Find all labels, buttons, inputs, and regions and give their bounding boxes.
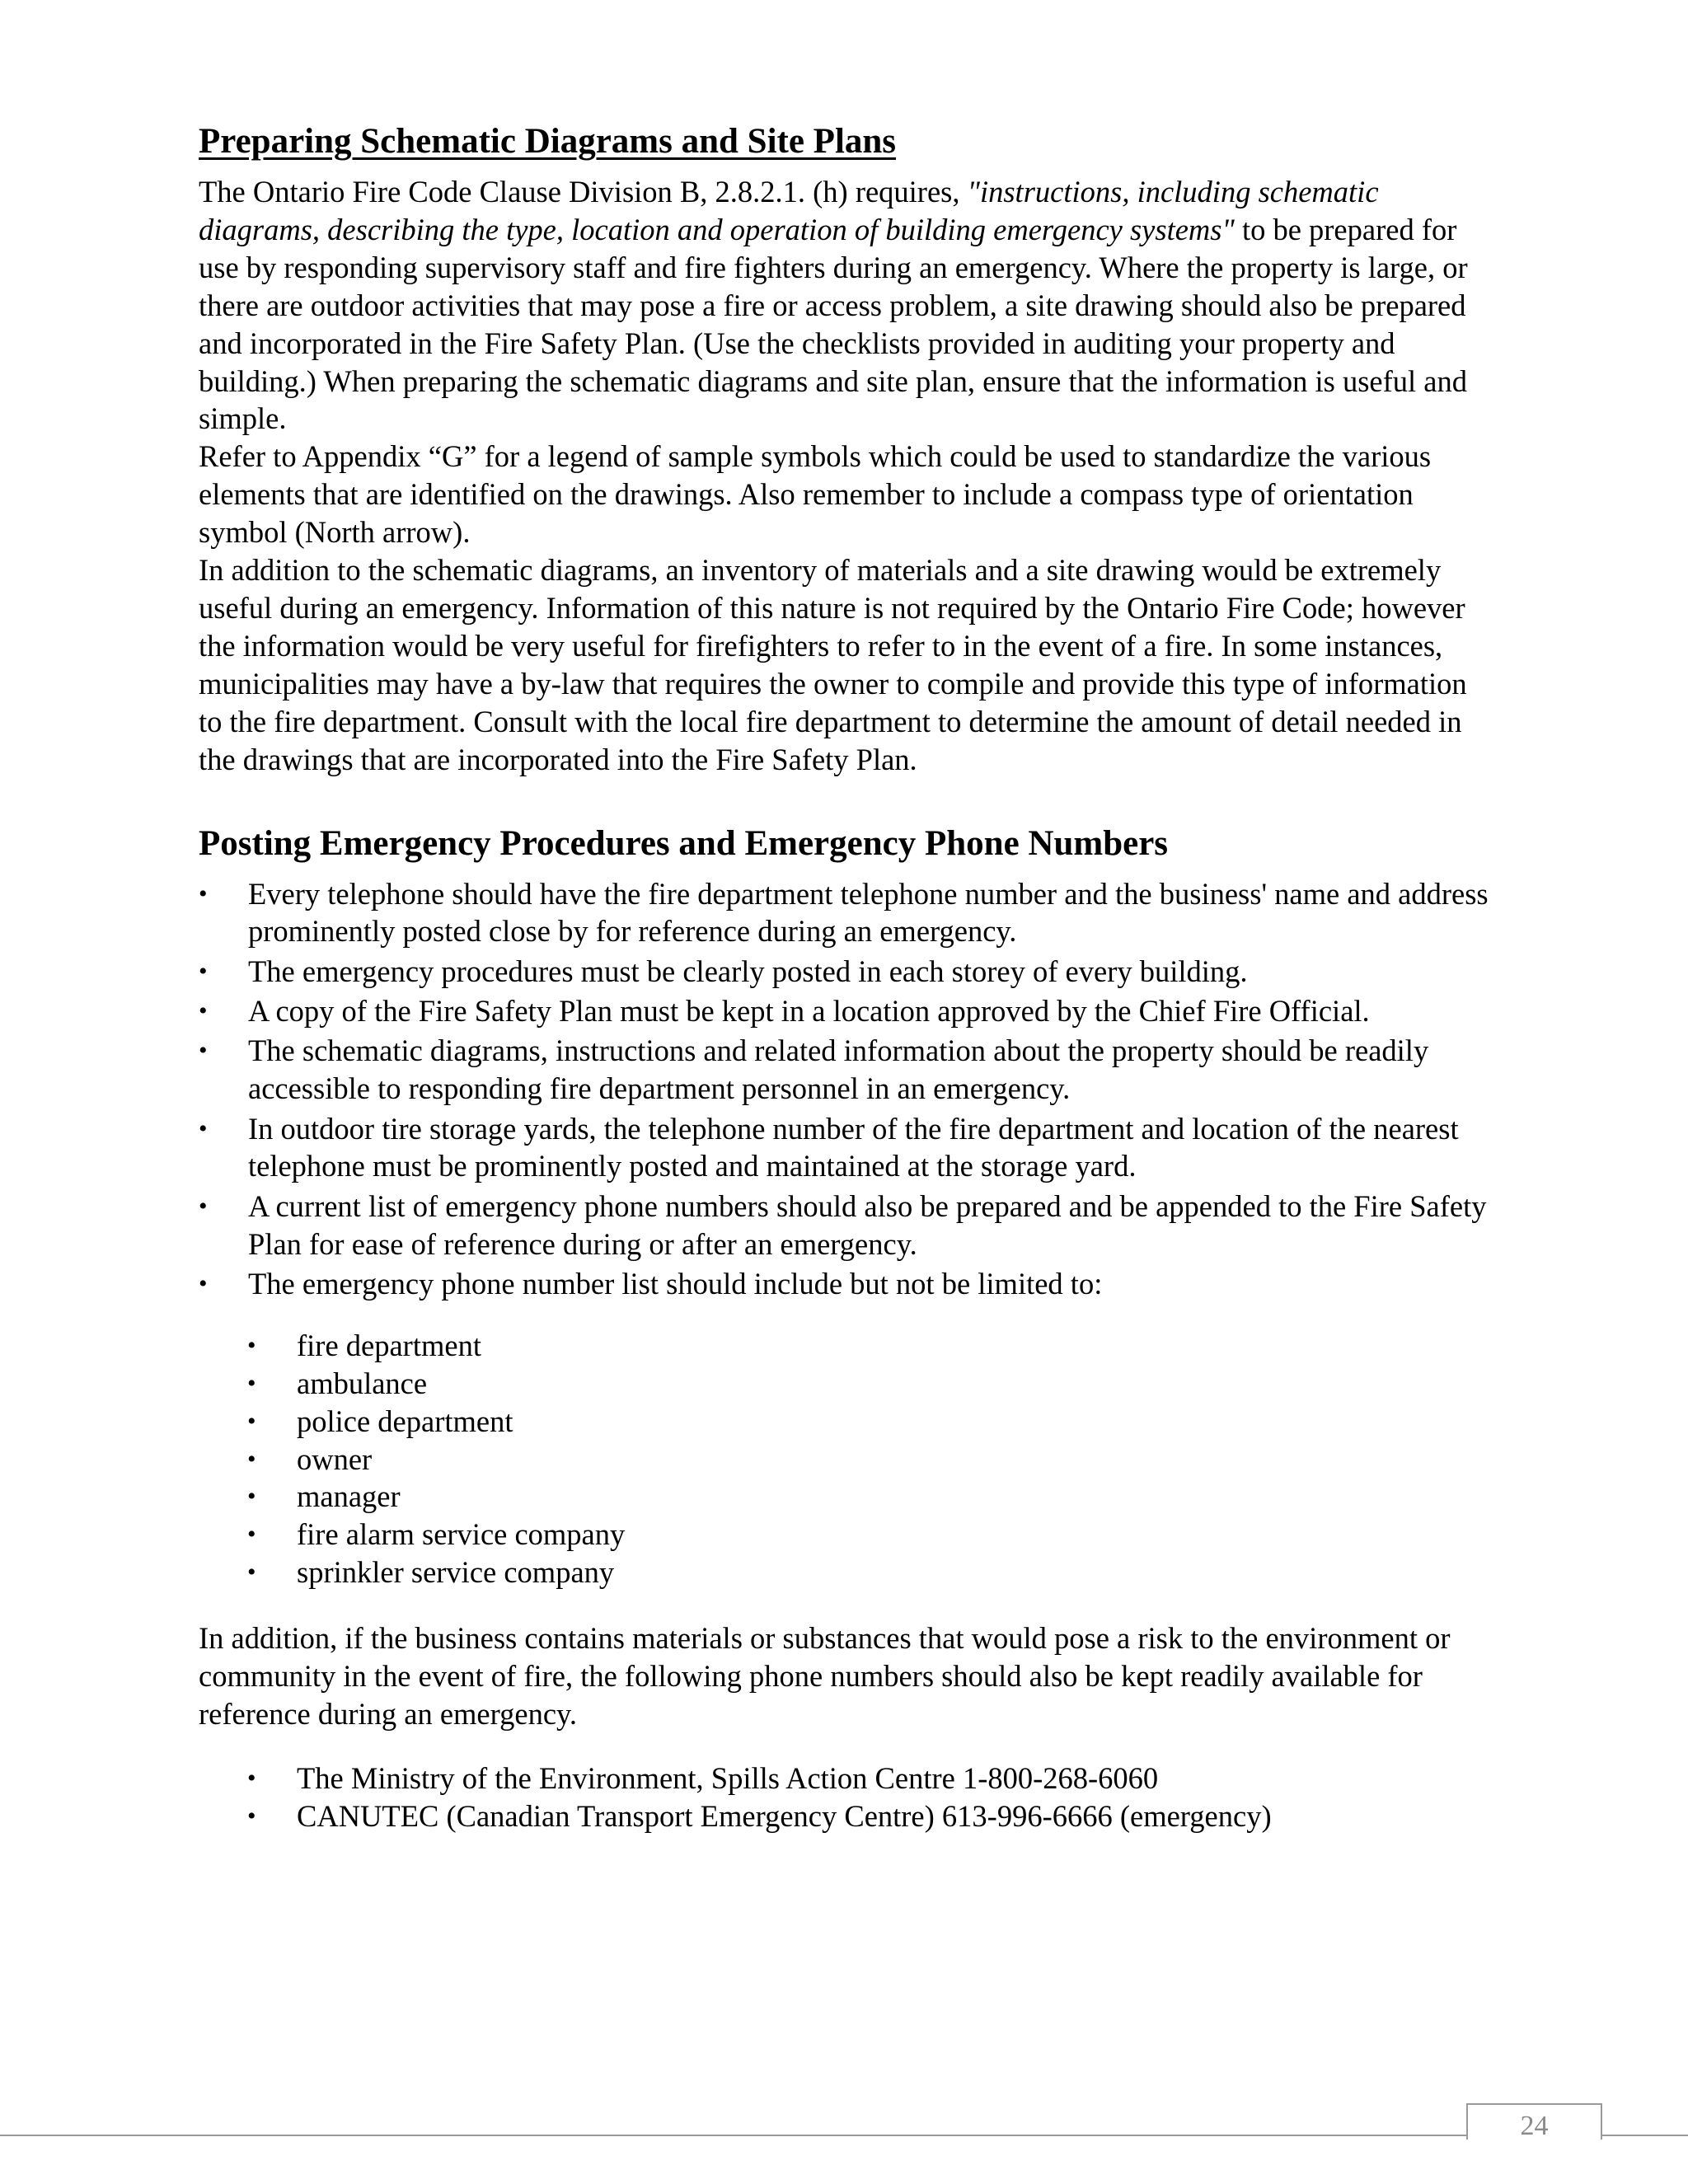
sub-list-item-text: ambulance: [297, 1366, 428, 1400]
paragraph-appendix-g: Refer to Appendix “G” for a legend of sample symbols which could be used to standardize the various elements that are identified on the drawings. Also remember to include a compass type of orientation symbol (North arrow).: [199, 439, 1432, 550]
list-item: [199, 875, 1493, 951]
sub-list-item: [199, 1554, 1493, 1591]
list-item-text: The schematic diagrams, instructions and related information about the property should be readily accessible to responding fire department personnel in an emergency.: [248, 1033, 1429, 1106]
bullet-icon: •: [199, 1192, 208, 1220]
bullet-icon: •: [247, 1407, 256, 1435]
list-item: [199, 1188, 1493, 1263]
list-item-text: A current list of emergency phone numbers should also be prepared and be appended to the Fire Safety Plan for ease of reference during or after an emergency.: [248, 1188, 1487, 1261]
bullet-icon: •: [247, 1802, 256, 1830]
emergency-posting-list: [199, 875, 1493, 1303]
list-item-text: The emergency procedures must be clearly posted in each storey of every building.: [248, 954, 1248, 988]
bullet-icon: •: [247, 1764, 256, 1792]
bullet-icon: •: [247, 1331, 256, 1359]
list-item: [199, 1110, 1493, 1186]
sub-list-item: [199, 1327, 1493, 1365]
list-item: [199, 992, 1493, 1030]
sub-list-item: [199, 1441, 1493, 1479]
page-number: 24: [1520, 2111, 1549, 2141]
section-title-schematic-diagrams: Preparing Schematic Diagrams and Site Plans: [199, 122, 897, 161]
phone-number-contacts-list: [199, 1327, 1493, 1591]
sub-list-item-text: fire alarm service company: [297, 1517, 626, 1552]
bullet-icon: •: [247, 1369, 256, 1397]
sub-list-item: [199, 1365, 1493, 1403]
sub-list-item-text: sprinkler service company: [297, 1555, 615, 1590]
sub-list-item-text: owner: [297, 1441, 373, 1476]
list-item-text: The emergency phone number list should include but not be limited to:: [248, 1266, 1103, 1301]
contact-list-item: [199, 1760, 1493, 1797]
paragraph-fire-code-requirement: [199, 173, 1493, 438]
document-page: [199, 115, 1493, 1835]
list-item: [199, 1032, 1493, 1108]
bullet-icon: •: [247, 1445, 256, 1473]
paragraph-hazardous-materials: In addition, if the business contains materials or substances that would pose a risk to the environment or community in the event of fire, the following phone numbers should also be kept readily available for reference during an emergency.: [199, 1621, 1451, 1731]
contact-text: CANUTEC (Canadian Transport Emergency Centre) 613-996-6666 (emergency): [297, 1798, 1272, 1833]
sub-list-item: [199, 1403, 1493, 1441]
sub-list-item: [199, 1516, 1493, 1554]
paragraph-inventory-materials: In addition to the schematic diagrams, an inventory of materials and a site drawing would be extremely useful during an emergency. Information of this nature is not required by the Ontario Fire Code; however the information would be very useful for firefighters to refer to in the event of a fire. In some instances, municipalities may have a by-law that requires the owner to compile and provide this type of information to the fire department. Consult with the local fire department to determine the amount of detail needed in the drawings that are incorporated into the Fire Safety Plan.: [199, 553, 1467, 776]
list-item-text: In outdoor tire storage yards, the telephone number of the fire department and location of the nearest telephone must be prominently posted and maintained at the storage yard.: [248, 1111, 1459, 1183]
bullet-icon: •: [199, 957, 208, 985]
sub-list-item-text: manager: [297, 1479, 401, 1514]
contact-text: The Ministry of the Environment, Spills Action Centre 1-800-268-6060: [297, 1760, 1159, 1795]
list-item-text: Every telephone should have the fire department telephone number and the business' name and address prominently posted close by for reference during an emergency.: [248, 876, 1489, 949]
bullet-icon: •: [247, 1521, 256, 1549]
bullet-icon: •: [199, 879, 208, 907]
bullet-icon: •: [247, 1483, 256, 1511]
paragraph-text-start: The Ontario Fire Code Clause Division B, 2.8.2.1. (h) requires,: [199, 175, 968, 209]
bullet-icon: •: [199, 997, 208, 1024]
paragraph-quote: "instructions, including schematic diagrams, describing the type, location and operation of building emergency systems": [199, 175, 1379, 246]
bullet-icon: •: [247, 1558, 256, 1586]
section-title-posting-emergency: Posting Emergency Procedures and Emergency Phone Numbers: [199, 823, 1169, 863]
bullet-icon: •: [199, 1037, 208, 1065]
bullet-icon: •: [199, 1269, 208, 1297]
list-item: [199, 953, 1493, 991]
list-item-text: A copy of the Fire Safety Plan must be kept in a location approved by the Chief Fire Official.: [248, 994, 1370, 1028]
footer-divider: [0, 2135, 1688, 2136]
contact-list-item: [199, 1797, 1493, 1835]
environmental-contacts-list: [199, 1760, 1493, 1835]
sub-list-item-text: fire department: [297, 1328, 481, 1362]
page-number-box: [1466, 2103, 1602, 2139]
bullet-icon: •: [199, 1114, 208, 1142]
list-item: [199, 1265, 1493, 1303]
sub-list-item-text: police department: [297, 1404, 513, 1438]
paragraph-text-end: to be prepared for use by responding supervisory staff and fire fighters during an emergency. Where the property is large, or there are outdoor activities that may pose a fire or access problem, a site drawing should also be prepared and incorporated in the Fire Safety Plan. (Use the checklists provided in auditing your property and building.) When preparing the schematic diagrams and site plan, ensure that the information is useful and simple.: [199, 212, 1468, 436]
sub-list-item: [199, 1478, 1493, 1516]
